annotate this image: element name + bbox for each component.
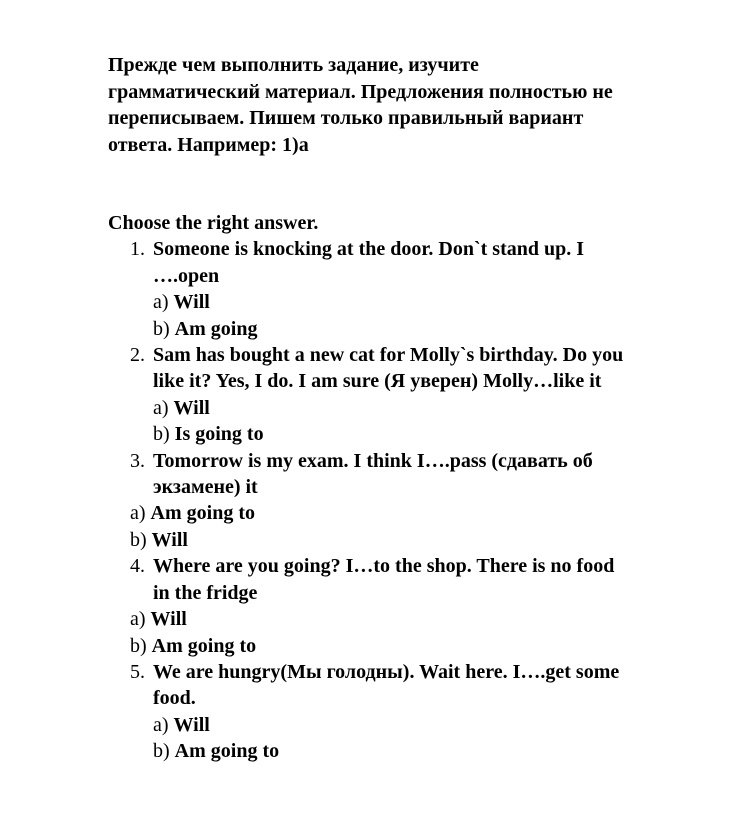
question-2 xyxy=(108,342,728,448)
question-text: like it? Yes, I do. I am sure (Я уверен) Molly…like it xyxy=(153,370,602,393)
question-number: 1. xyxy=(130,238,145,261)
answer-option xyxy=(108,527,728,553)
question-4 xyxy=(108,553,728,659)
question-number: 5. xyxy=(130,660,145,683)
question-line xyxy=(108,580,728,606)
option-text: Will xyxy=(173,713,210,736)
answer-option xyxy=(108,421,728,447)
option-letter: a) xyxy=(153,713,169,736)
option-letter: a) xyxy=(130,502,146,525)
option-text: Is going to xyxy=(174,423,264,446)
instructions-block xyxy=(108,52,708,158)
instructions-line: ответа. Например: 1)а xyxy=(108,133,309,156)
option-text: Am going to xyxy=(150,502,255,525)
answer-option xyxy=(108,500,728,526)
question-text: in the fridge xyxy=(153,581,258,604)
answer-option xyxy=(108,606,728,632)
question-line xyxy=(108,659,728,685)
option-text: Will xyxy=(151,528,188,551)
option-letter: b) xyxy=(130,528,147,551)
question-text: food. xyxy=(153,687,196,710)
question-line xyxy=(108,236,728,262)
question-5 xyxy=(108,659,728,765)
option-letter: b) xyxy=(153,423,170,446)
option-letter: b) xyxy=(153,317,170,340)
answer-option xyxy=(108,738,728,764)
answer-option xyxy=(108,395,728,421)
answer-option xyxy=(108,316,728,342)
question-text: We are hungry(Мы голодны). Wait here. I….get some xyxy=(153,660,620,683)
instructions-line: Прежде чем выполнить задание, изучите xyxy=(108,54,479,76)
question-line xyxy=(108,448,728,474)
question-number: 4. xyxy=(130,555,145,578)
question-text: Where are you going? I…to the shop. There is no food xyxy=(153,555,615,578)
question-text: Sam has bought a new cat for Molly`s birthday. Do you xyxy=(153,344,624,367)
option-text: Will xyxy=(173,291,210,314)
question-text: экзамене) it xyxy=(153,476,258,499)
option-text: Am going to xyxy=(151,634,257,657)
question-line xyxy=(108,474,728,500)
answer-option xyxy=(108,633,728,659)
option-letter: b) xyxy=(153,740,170,763)
question-1 xyxy=(108,236,728,342)
option-letter: a) xyxy=(153,396,169,419)
question-text: Tomorrow is my exam. I think I….pass (сдавать об xyxy=(153,449,593,472)
option-text: Am going to xyxy=(174,740,280,763)
question-number: 2. xyxy=(130,344,145,367)
question-number: 3. xyxy=(130,449,145,472)
option-letter: a) xyxy=(130,608,146,631)
exercise-heading: Choose the right answer. xyxy=(108,212,319,234)
instructions-line: грамматический материал. Предложения полностью не xyxy=(108,80,613,103)
question-text: Someone is knocking at the door. Don`t stand up. I xyxy=(153,238,585,261)
option-text: Am going xyxy=(174,317,258,340)
question-line xyxy=(108,368,728,394)
answer-option xyxy=(108,712,728,738)
option-text: Will xyxy=(150,608,187,631)
question-line xyxy=(108,342,728,368)
question-line xyxy=(108,263,728,289)
option-text: Will xyxy=(173,396,210,419)
question-text: ….open xyxy=(153,264,220,287)
question-3 xyxy=(108,448,728,554)
instructions-line: переписываем. Пишем только правильный вариант xyxy=(108,107,584,129)
option-letter: a) xyxy=(153,291,169,314)
answer-option xyxy=(108,289,728,315)
exercise-block xyxy=(108,210,728,765)
question-line xyxy=(108,553,728,579)
question-line xyxy=(108,685,728,711)
option-letter: b) xyxy=(130,634,147,657)
